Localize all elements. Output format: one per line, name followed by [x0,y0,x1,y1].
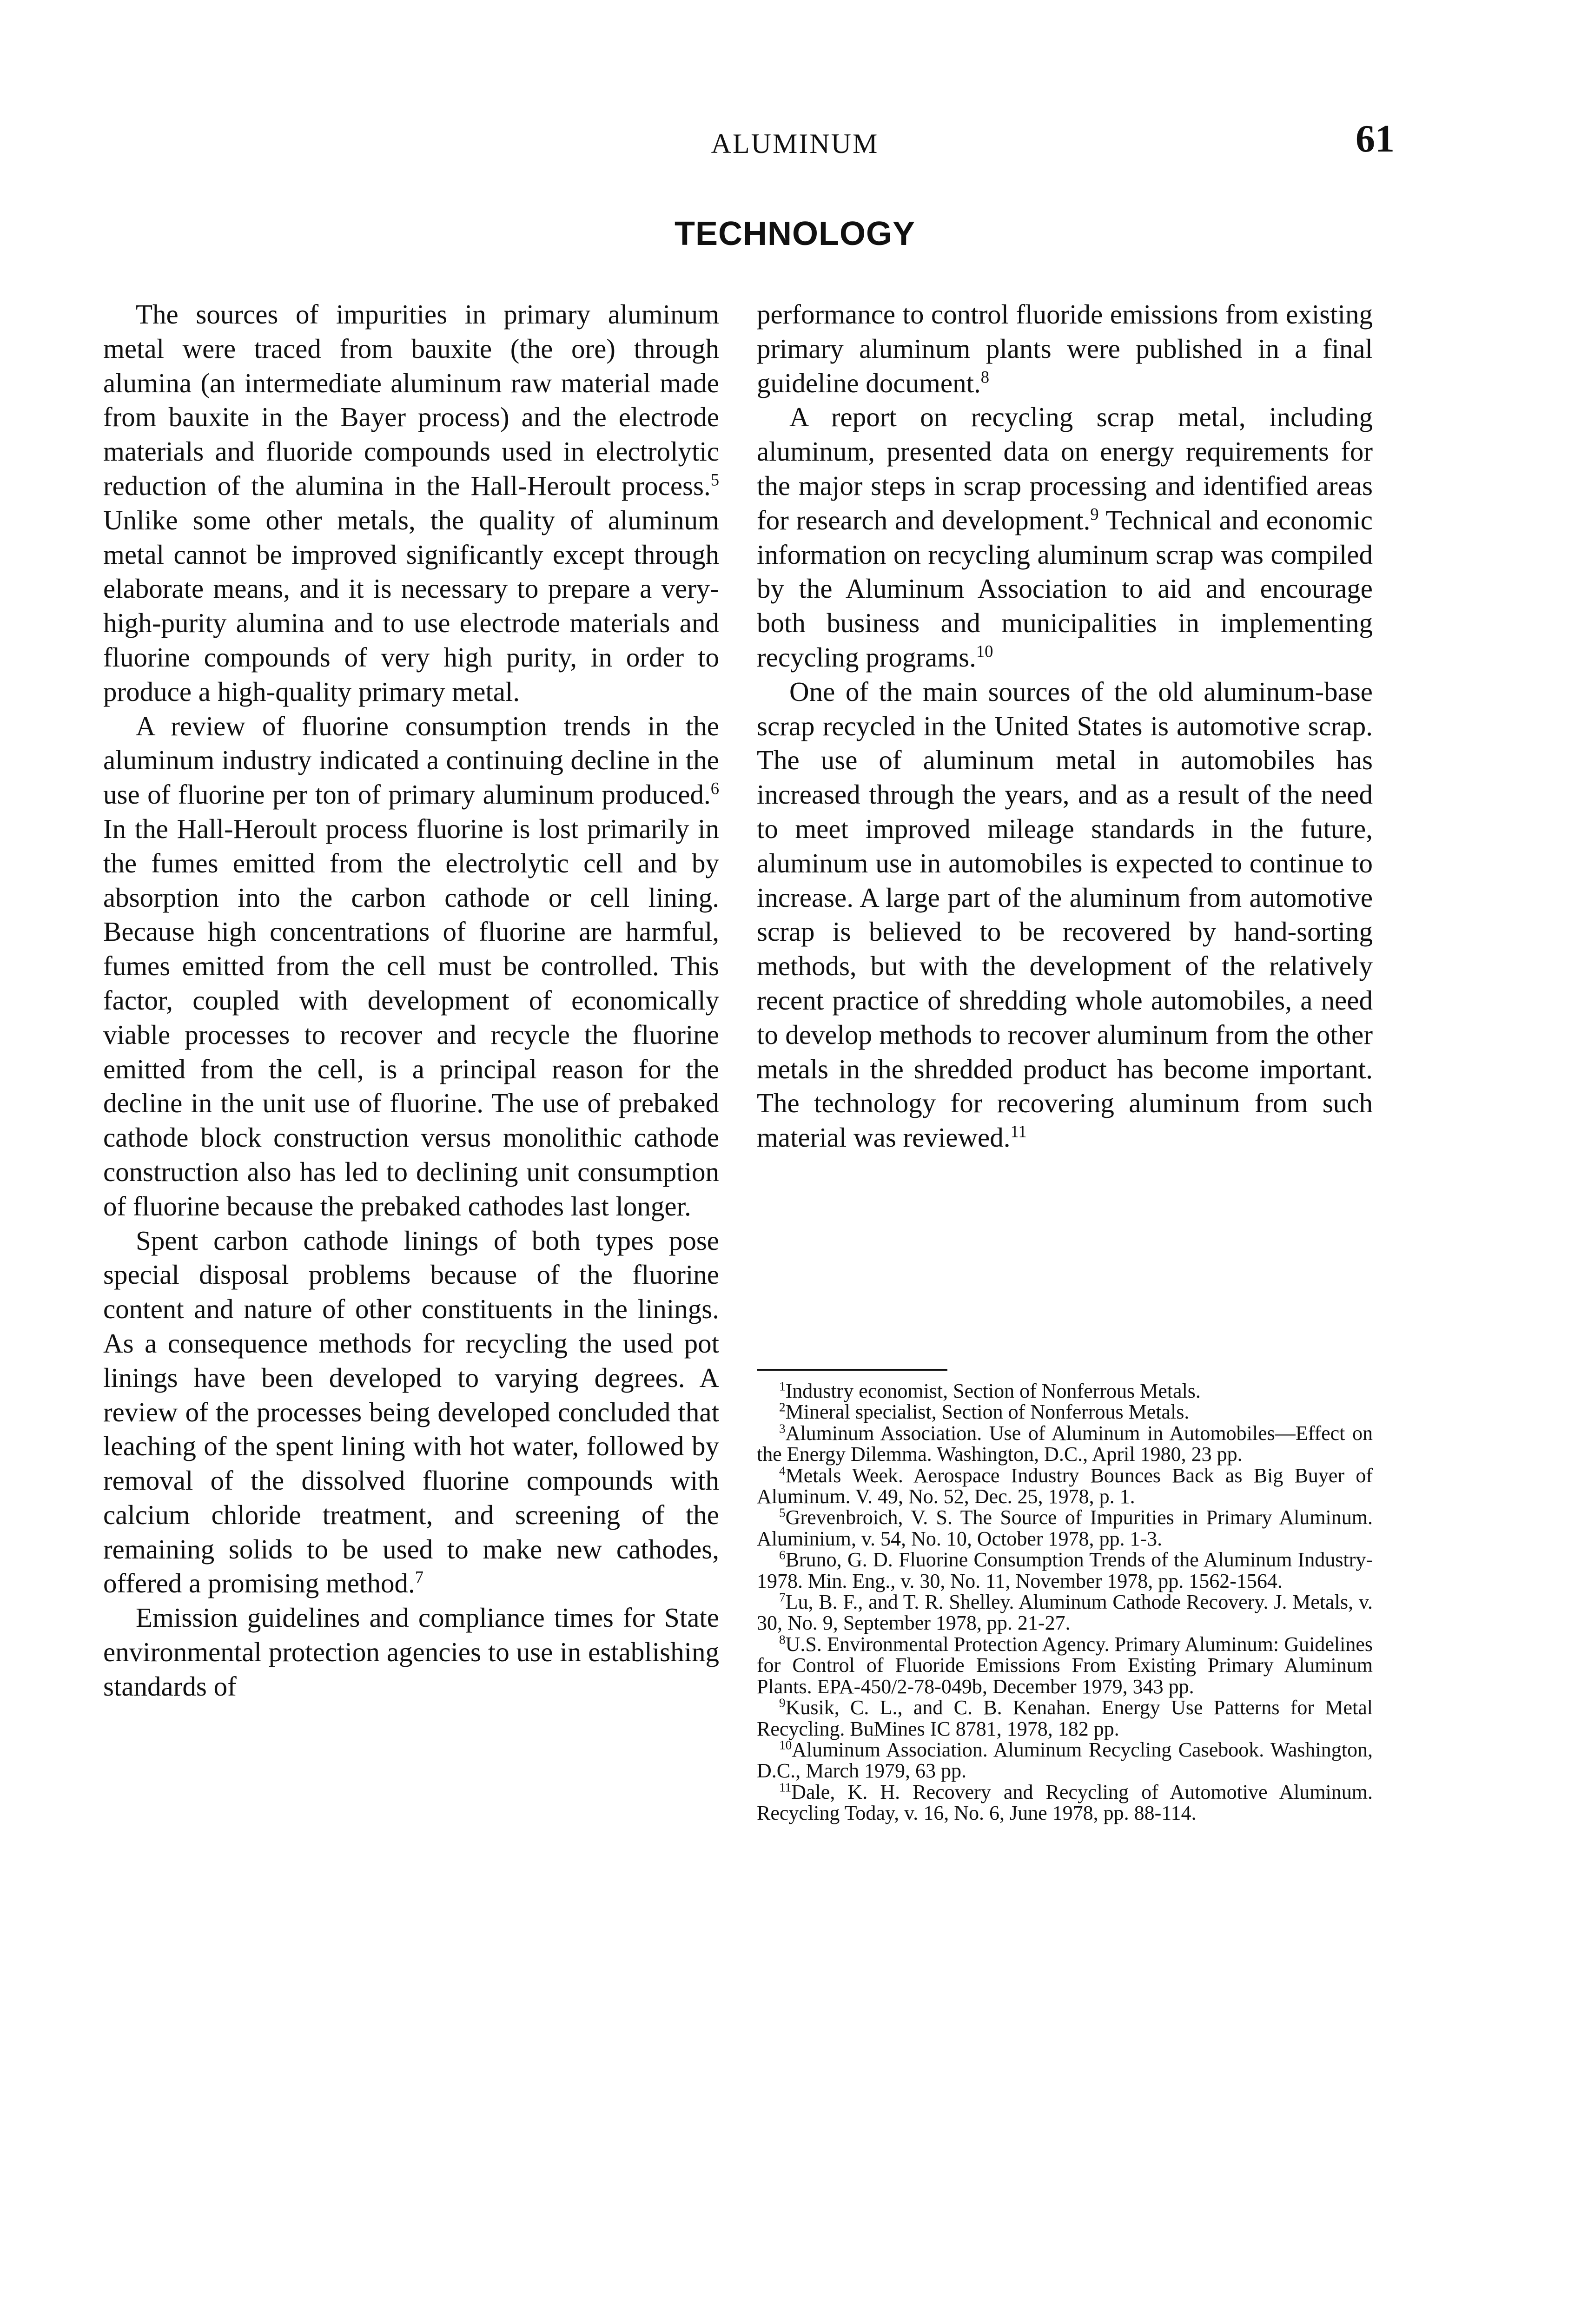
footnote-number: 9 [779,1696,786,1710]
paragraph-emission-guidelines [103,1601,719,1703]
footnote [757,1634,1373,1697]
footnote-text: Industry economist, Section of Nonferrous Metals. [785,1380,1201,1402]
paragraph-text: Technical and economic information on recycling aluminum scrap was compiled by the Aluminum Association to aid and encourage both business and municipalities in implementing recycling programs. [757,504,1373,673]
paragraph-text: The sources of impurities in primary aluminum metal were traced from bauxite (the ore) through alumina (an intermediate aluminum raw material made from bauxite in the Bayer process) and the electrode materials and fluoride compounds used in electrolytic reduction of the alumina in the Hall-Heroult process. [103,299,719,501]
footnote-number: 8 [779,1632,786,1647]
footnote-text: Mineral specialist, Section of Nonferrous Metals. [785,1400,1190,1424]
footnote-text: Lu, B. F., and T. R. Shelley. Aluminum Cathode Recovery. J. Metals, v. 30, No. 9, September 1978, pp. 21-27. [757,1591,1373,1635]
footnote-number: 7 [779,1590,786,1604]
left-column [103,297,719,1704]
paragraph-text: Emission guidelines and compliance times for State environmental protection agencies to use in establishing standards of [103,1602,719,1702]
paragraph-text: One of the main sources of the old aluminum-base scrap recycled in the United States is automotive scrap. The use of aluminum metal in automobiles has increased through the years, and as a result of the need to meet improved mileage standards in the future, aluminum use in automobiles is expected to continue to increase. A large part of the aluminum from automotive scrap is believed to be recovered by hand-sorting methods, but with the development of the relatively recent practice of shredding whole automobiles, a need to develop methods to recover aluminum from the other metals in the shredded product has become important. The technology for recovering aluminum from such material was reviewed. [757,676,1373,1153]
footnote-number: 3 [779,1421,786,1436]
footnote-ref: 11 [1010,1122,1027,1141]
footnote-ref: 8 [980,367,990,386]
footnote [757,1591,1373,1634]
footnote-text: Kusik, C. L., and C. B. Kenahan. Energy Use Patterns for Metal Recycling. BuMines IC 8781, 1978, 182 pp. [757,1696,1373,1740]
footnote-ref: 5 [710,470,719,489]
page-number: 61 [1356,117,1395,160]
footnote-ref: 7 [415,1567,423,1587]
footnote [757,1782,1373,1824]
footnote [757,1380,1373,1401]
right-column [757,297,1373,1155]
footnote-number: 11 [779,1780,792,1795]
paragraph-fluorine-consumption [103,709,719,1224]
footnote [757,1423,1373,1465]
paragraph-text: Unlike some other metals, the quality of aluminum metal cannot be improved significantly except through elaborate means, and it is necessary to prepare a very-high-purity alumina and to use electrode materials and fluorine compounds of very high purity, in order to produce a high-quality primary metal. [103,504,719,707]
footnote-number: 1 [779,1379,786,1393]
footnote [757,1465,1373,1507]
footnote [757,1739,1373,1782]
paragraph-text: In the Hall-Heroult process fluorine is lost primarily in the fumes emitted from the electrolytic cell and by absorption into the carbon cathode or cell lining. Because high concentrations of fluorine are harmful, fumes emitted from the cell must be controlled. This factor, coupled with development of economically viable processes to recover and recycle the fluorine emitted from the cell, is a principal reason for the decline in the unit use of fluorine. The use of prebaked cathode block construction versus monolithic cathode construction also has led to declining unit consumption of fluorine because the prebaked cathodes last longer. [103,813,719,1221]
footnote-text: Aluminum Association. Use of Aluminum in Automobiles—Effect on the Energy Dilemma. Washington, D.C., April 1980, 23 pp. [757,1421,1373,1466]
footnote-number: 4 [779,1463,786,1478]
footnote-number: 5 [779,1505,786,1520]
paragraph-text: A review of fluorine consumption trends in the aluminum industry indicated a continuing decline in the use of fluorine per ton of primary aluminum produced. [103,710,719,810]
footnote-ref: 10 [976,641,993,661]
paragraph-continuation [757,297,1373,400]
paragraph-spent-linings [103,1224,719,1601]
footnote-ref: 6 [710,779,719,798]
footnote-number: 6 [779,1548,786,1562]
paragraph-impurities [103,297,719,709]
footnotes [757,1380,1373,1824]
paragraph-text: Spent carbon cathode linings of both types pose special disposal problems because of the fluorine content and nature of other constituents in the linings. As a consequence methods for recycling the used pot linings have been developed to varying degrees. A review of the processes being developed concluded that leaching of the spent lining with hot water, followed by removal of the dissolved fluorine compounds with calcium chloride treatment, and screening of the remaining solids to be used to make new cathodes, offered a promising method. [103,1225,719,1599]
footnote-text: Metals Week. Aerospace Industry Bounces Back as Big Buyer of Aluminum. V. 49, No. 52, Dec. 25, 1978, p. 1. [757,1464,1373,1508]
running-head-title: ALUMINUM [711,128,879,159]
footnote-text: Bruno, G. D. Fluorine Consumption Trends of the Aluminum Industry-1978. Min. Eng., v. 30, No. 11, November 1978, pp. 1562-1564. [757,1548,1373,1592]
footnote-divider [757,1369,947,1371]
footnote-text: Aluminum Association. Aluminum Recycling Casebook. Washington, D.C., March 1979, 63 pp. [757,1738,1373,1783]
section-title: TECHNOLOGY [674,215,915,252]
footnote-text: Dale, K. H. Recovery and Recycling of Automotive Aluminum. Recycling Today, v. 16, No. 6, June 1978, pp. 88-114. [757,1780,1373,1825]
paragraph-text: A report on recycling scrap metal, including aluminum, presented data on energy requirements for the major steps in scrap processing and identified areas for research and development. [757,402,1373,535]
footnote [757,1401,1373,1422]
footnote-ref: 9 [1090,504,1099,524]
paragraph-automotive-scrap [757,675,1373,1155]
paragraph-text: performance to control fluoride emissions from existing primary aluminum plants were published in a final guideline document. [757,299,1373,398]
footnote-text: Grevenbroich, V. S. The Source of Impurities in Primary Aluminum. Aluminium, v. 54, No. 10, October 1978, pp. 1-3. [757,1506,1373,1550]
footnote [757,1507,1373,1549]
footnote-text: U.S. Environmental Protection Agency. Primary Aluminum: Guidelines for Control of Fluoride Emissions From Existing Primary Aluminum Plants. EPA-450/2-78-049b, December 1979, 343 pp. [757,1632,1373,1698]
footnote [757,1549,1373,1591]
footnote-number: 10 [779,1738,792,1752]
footnote-number: 2 [779,1400,786,1414]
paragraph-recycling-report [757,400,1373,674]
footnote [757,1697,1373,1739]
